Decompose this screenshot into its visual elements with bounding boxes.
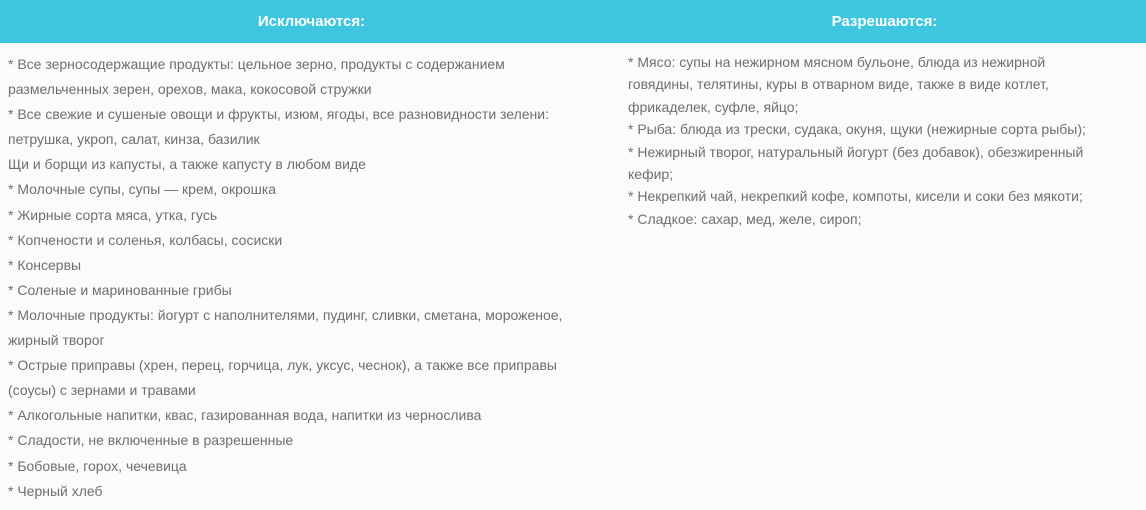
table-header-row: [0, 0, 1146, 43]
list-item-line: * Соленые и маринованные грибы: [8, 281, 232, 298]
allowed-list: [623, 43, 1146, 510]
list-item-line: кефир;: [628, 166, 674, 183]
list-item-line: * Копчености и соленья, колбасы, сосиски: [8, 231, 283, 248]
list-item-line: размельченных зерен, орехов, мака, кокосовой стружки: [8, 81, 372, 98]
excluded-list: [0, 43, 623, 510]
list-item-line: * Острые приправы (хрен, перец, горчица, лук, уксус, чеснок), а также все приправы: [8, 357, 557, 374]
list-item-line: * Жирные сорта мяса, утка, гусь: [8, 206, 218, 223]
list-item-line: говядины, телятины, куры в отварном виде, также в виде котлет,: [628, 76, 1049, 93]
list-item-line: жирный творог: [8, 332, 105, 349]
list-item-line: * Бобовые, горох, чечевица: [8, 457, 187, 474]
list-item-line: фрикаделек, суфле, яйцо;: [628, 98, 799, 115]
list-item-line: * Некрепкий чай, некрепкий кофе, компоты, кисели и соки без мякоти;: [628, 188, 1083, 205]
list-item-line: * Мясо: супы на нежирном мясном бульоне, блюда из нежирной: [628, 54, 1046, 70]
excluded-header: Исключаются:: [257, 13, 366, 30]
table-body-row: [0, 43, 1146, 510]
list-item-line: * Молочные супы, супы — крем, окрошка: [8, 181, 277, 198]
list-item-line: * Молочные продукты: йогурт с наполнителями, пудинг, сливки, сметана, мороженое,: [8, 306, 563, 323]
list-item-line: * Все зерносодержащие продукты: цельное зерно, продукты с содержанием: [8, 56, 505, 72]
list-item-line: Щи и борщи из капусты, а также капусту в любом виде: [8, 156, 366, 173]
list-item-line: * Консервы: [8, 256, 82, 273]
list-item-line: * Все свежие и сушеные овощи и фрукты, изюм, ягоды, все разновидности зелени:: [8, 106, 550, 123]
list-item-line: * Сладости, не включенные в разрешенные: [8, 432, 294, 449]
list-item-line: * Алкогольные напитки, квас, газированная вода, напитки из чернослива: [8, 407, 482, 424]
list-item-line: * Сладкое: сахар, мед, желе, сироп;: [628, 210, 862, 227]
list-item-line: (соусы) с зернами и травами: [8, 382, 196, 399]
list-item-line: * Нежирный творог, натуральный йогурт (без добавок), обезжиренный: [628, 143, 1084, 160]
list-item-line: * Черный хлеб: [8, 482, 103, 499]
allowed-header: Разрешаются:: [831, 13, 938, 30]
list-item-line: * Рыба: блюда из трески, судака, окуня, щуки (нежирные сорта рыбы);: [628, 121, 1086, 138]
list-item-line: петрушка, укроп, салат, кинза, базилик: [8, 131, 260, 148]
